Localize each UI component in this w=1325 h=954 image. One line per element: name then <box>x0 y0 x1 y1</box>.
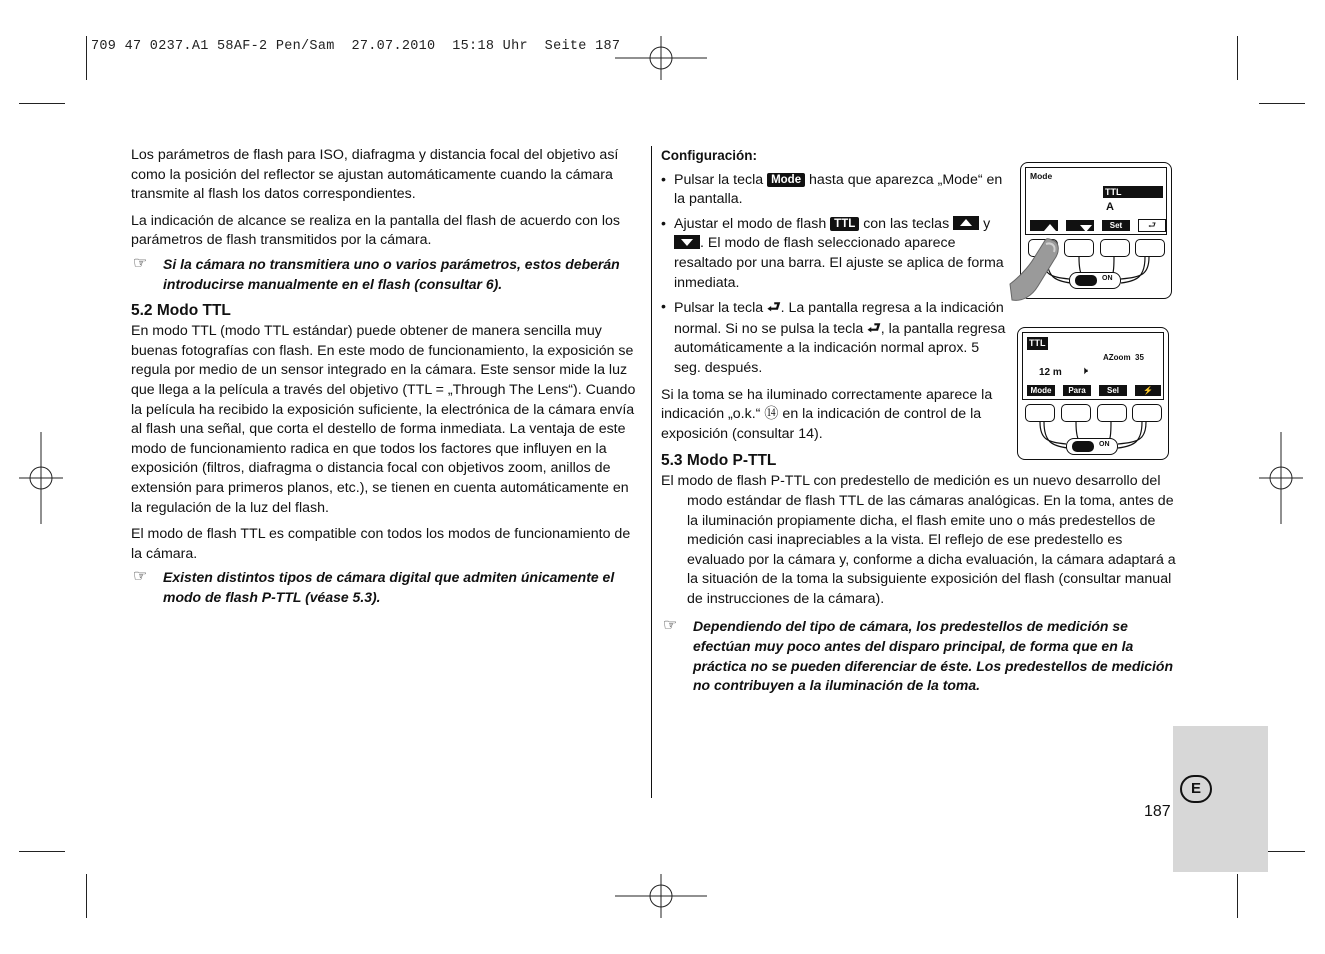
speaker-icon: 🕨 <box>1081 365 1088 377</box>
lcd-zoom: AZoom 35 <box>1103 353 1144 362</box>
note-text: Dependiendo del tipo de cámara, los predestellos de medición se efectúan muy poco antes del disparo principal, de forma que en la práctica no se pueden diferenciar de éste. Los predestellos de medición no contribuyen a la iluminación de la toma. <box>693 618 1174 694</box>
step-text: Pulsar la tecla <box>674 300 764 317</box>
softkey-para-label: Para <box>1063 385 1091 396</box>
step-text: . La pantalla regresa a la indicación normal. Si no se pulsa la tecla <box>674 300 1004 337</box>
left-column <box>131 146 643 607</box>
pointing-hand-icon: ☞ <box>133 568 148 586</box>
lcd-selected-mode: TTL <box>1103 186 1163 198</box>
page-number: 187 <box>1144 803 1171 820</box>
step-text: . El modo de flash seleccionado aparece resaltado por una barra. El ajuste se aplica de forma inmediata. <box>674 235 1004 291</box>
crop-mark <box>19 103 65 104</box>
softkey-sel-label: Sel <box>1099 385 1127 396</box>
step-return-key: • Pulsar la tecla ⮐. La pantalla regresa a la indicación normal. Si no se pulsa la tecla ⮐, la pantalla regresa automáticamente a la indicación normal aprox. 5 seg. después. <box>661 299 1006 376</box>
lcd-screen <box>1025 167 1167 235</box>
step-text: con las teclas <box>863 215 950 232</box>
ttl-key-label: TTL <box>830 217 859 231</box>
softkey-up-label <box>1030 220 1058 231</box>
paragraph-parameters: Los parámetros de flash para ISO, diafragma y distancia focal del objetivo así como la posición del reflector se ajustan automáticamente cuando la cámara transmite al flash los datos correspondientes. <box>131 147 619 203</box>
power-switch[interactable] <box>1066 438 1118 455</box>
softkey-mode-label: Mode <box>1027 385 1055 396</box>
return-icon: ⮐ <box>1138 219 1166 232</box>
mode-key-label: Mode <box>767 173 805 187</box>
lcd-mode-label: Mode <box>1030 171 1053 181</box>
section-heading-ttl: 5.2 Modo TTL <box>131 302 231 320</box>
switch-on-label: ON <box>1099 441 1110 448</box>
flash-display-normal <box>1017 327 1169 460</box>
step-text: hasta que aparezca „Mode“ en la pantalla. <box>674 171 1003 208</box>
step-text: Pulsar la tecla <box>674 171 764 188</box>
note-text: Existen distintos tipos de cámara digital que admiten únicamente el modo de flash P-TTL (véase 5.3). <box>163 569 615 605</box>
print-header: 709 47 0237.A1 58AF-2 Pen/Sam 27.07.2010 15:18 Uhr Seite 187 <box>91 39 621 54</box>
registration-mark-right <box>1259 432 1303 524</box>
switch-knob <box>1072 441 1094 452</box>
return-key-icon: ⮐ <box>867 319 881 337</box>
paragraph-ok-indication: Si la toma se ha iluminado correctamente aparece la indicación „o.k.“ ⑭ en la indicación de control de la exposición (consultar 14). <box>661 386 993 442</box>
crop-mark <box>1259 103 1305 104</box>
step-mode-key: • Pulsar la tecla Mode hasta que aparezca „Mode“ en la pantalla. <box>661 171 1003 208</box>
paragraph-ttl-description: En modo TTL (modo TTL estándar) puede obtener de manera sencilla muy buenas fotografías con flash. En este modo de funcionamiento, la exposición se regula por medio de un sensor integrado en la cámara. Este sensor mide la luz que llega a la película a través del objetivo (TTL = „Through The Lens“). Cuando la película ha recibido la exposición suficiente, la electrónica de la cámara envía al flash una señal, que corta el destello de forma inmediata. La ventaja de este modo de funcionamiento radica en que todos los factores que influyen en la exposición (filtros, diafragma o distancia focal con objetivos zoom, anillos de extensión para primeros planos, etc.), se tienen en cuenta automáticamente en la regulación de la luz del flash. <box>131 323 636 516</box>
section-heading-pttl: 5.3 Modo P-TTL <box>661 452 777 470</box>
lcd-sub-value: A <box>1106 201 1114 213</box>
finger-icon <box>1008 234 1062 306</box>
crop-mark <box>86 874 87 918</box>
language-badge: E <box>1180 775 1212 803</box>
crop-mark <box>19 851 65 852</box>
paragraph-ttl-compatibility: El modo de flash TTL es compatible con todos los modos de funcionamiento de la cámara. <box>131 526 631 562</box>
note-digital-cameras <box>131 568 643 607</box>
arrow-up-icon <box>1037 221 1051 230</box>
softkey-set-label: Set <box>1102 220 1130 231</box>
paragraph-range-indication: La indicación de alcance se realiza en la pantalla del flash de acuerdo con los parámetros de flash transmitidos por la cámara. <box>131 212 621 249</box>
registration-mark-bottom <box>615 874 707 918</box>
pointing-hand-icon: ☞ <box>663 617 678 635</box>
registration-mark-top <box>615 36 707 80</box>
return-key-icon: ⮐ <box>767 299 781 317</box>
note-text: Si la cámara no transmitiera uno o varios parámetros, estos deberán introducirse manualmente en el flash (consultar 6). <box>163 255 620 292</box>
flash-lightning-icon: ⚡ <box>1135 385 1161 396</box>
paragraph-pttl-description: El modo de flash P-TTL con predestello de medición es un nuevo desarrollo del modo estándar de flash TTL de las cámaras analógicas. En la toma, antes de la iluminación propiamente dicha, el flash emite uno o más predestellos de medición casi inapreciables a la vista. El reflejo de ese predestello es evaluado por la cámara y, conforme a dicha evaluación, la cámara adaptará a la situación de la toma la subsiguiente exposición del flash (consultar manual de instrucciones de la cámara). <box>661 473 1176 607</box>
arrow-up-key-icon <box>953 216 979 230</box>
config-title: Configuración: <box>661 148 757 163</box>
crop-mark <box>86 36 87 80</box>
column-divider <box>651 146 652 798</box>
note-predestellos <box>661 617 1181 695</box>
crop-mark <box>1237 36 1238 80</box>
note-parameters <box>131 255 643 294</box>
registration-mark-left <box>19 432 63 524</box>
step-text: Ajustar el modo de flash <box>674 215 827 232</box>
power-switch[interactable] <box>1069 272 1121 289</box>
step-text: , la pantalla regresa automáticamente a la indicación normal aprox. 5 seg. después. <box>674 320 1006 376</box>
step-set-flash-mode: • Ajustar el modo de flash TTL con las teclas y . El modo de flash seleccionado aparece resaltado por una barra. El ajuste se aplica de forma inmediata. <box>661 215 1004 291</box>
lcd-mode-ttl: TTL <box>1029 338 1046 348</box>
lcd-range: 12 m <box>1039 367 1062 378</box>
arrow-down-icon <box>1073 221 1087 230</box>
switch-on-label: ON <box>1102 275 1113 282</box>
step-text: y <box>983 215 991 232</box>
switch-knob <box>1075 275 1097 286</box>
softkey-down-label <box>1066 220 1094 231</box>
arrow-down-key-icon <box>674 235 700 249</box>
crop-mark <box>1237 874 1238 918</box>
lcd-screen <box>1022 332 1164 400</box>
pointing-hand-icon: ☞ <box>133 254 148 272</box>
